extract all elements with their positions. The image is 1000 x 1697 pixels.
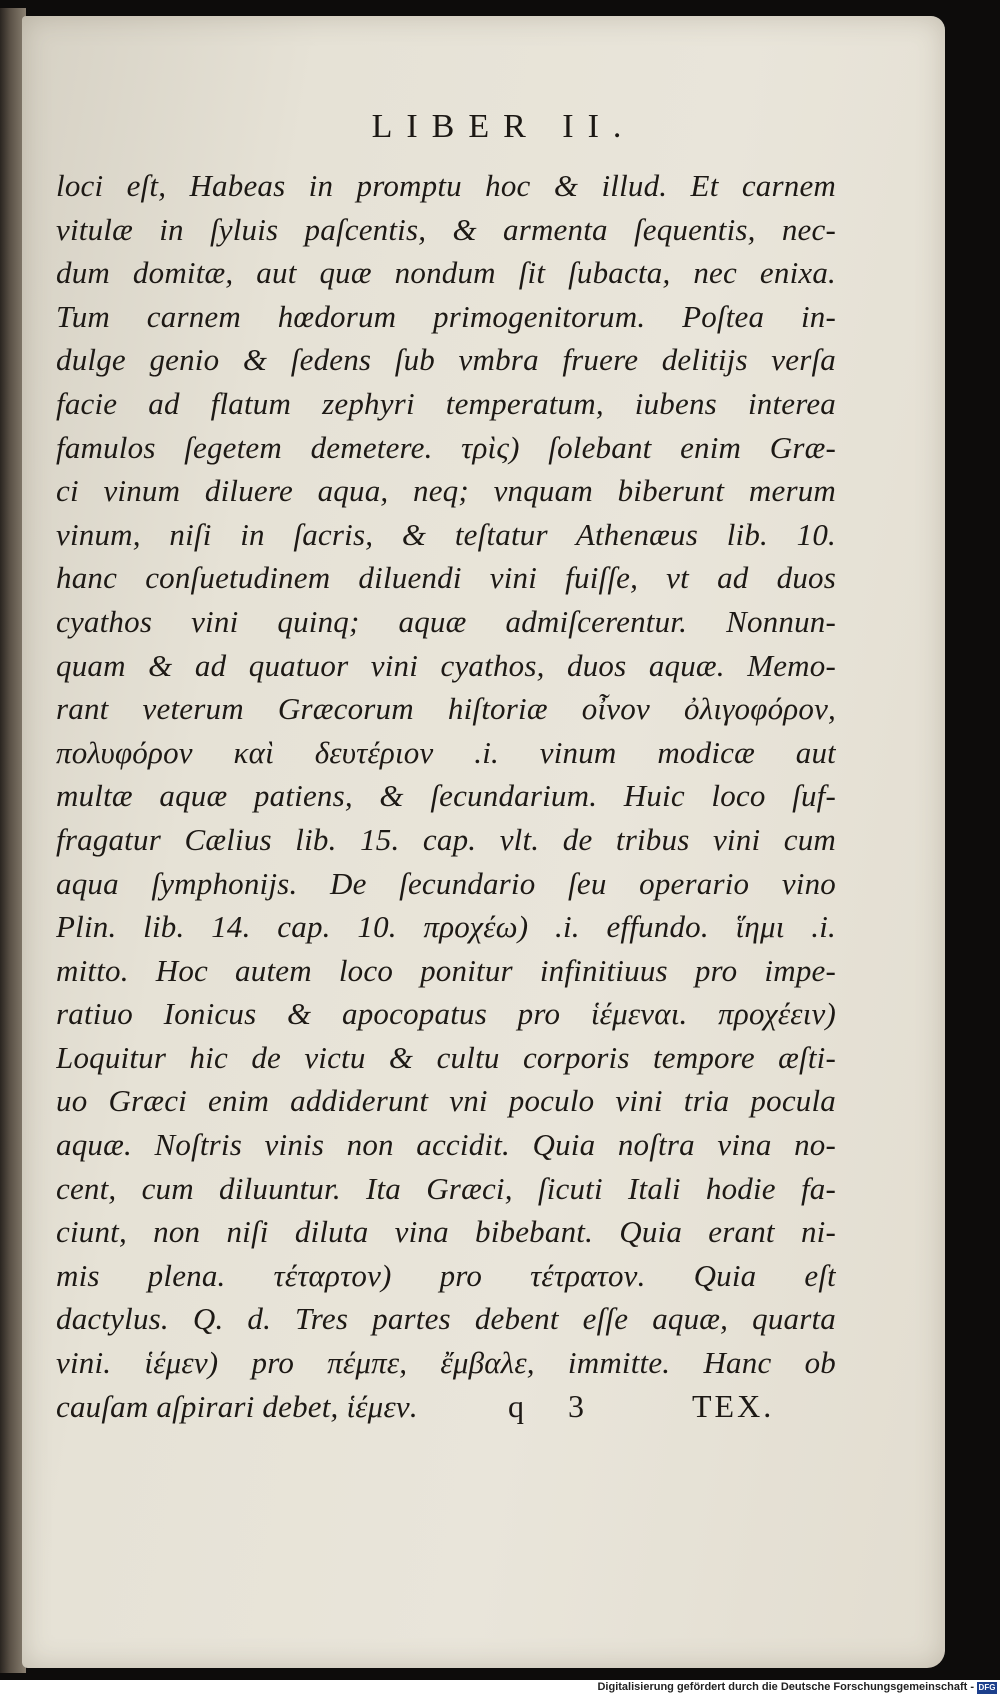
text-line: dum domitæ, aut quæ nondum ſit ſubacta, nec enixa. [56, 255, 836, 291]
text-line: ciunt, non niſi diluta vina bibebant. Quia erant ni- [56, 1214, 836, 1250]
running-head: LIBER II. [371, 108, 636, 145]
text-line: dactylus. Q. d. Tres partes debent eſſe aquæ, quarta [56, 1301, 836, 1337]
text-line: loci eſt, Habeas in promptu hoc & illud. Et carnem [56, 168, 836, 203]
text-line: rant veterum Græcorum hiſtoriæ οἶνον ὀλιγοφόρον, [56, 691, 836, 727]
text-line: cauſam aſpirari debet, ἱέμεν. [56, 1388, 418, 1424]
text-line: aqua ſymphonijs. De ſecundario ſeu operario vino [56, 865, 836, 901]
text-line: uo Græci enim addiderunt vni poculo vini tria pocula [56, 1083, 836, 1119]
text-line: aquæ. Noſtris vinis non accidit. Quia noſtra vina no- [56, 1127, 836, 1163]
text-line: famulos ſegetem demetere. τρὶς) ſolebant enim Græ- [56, 429, 836, 465]
funding-credit: Digitalisierung gefördert durch die Deutsche Forschungsgemeinschaft - [597, 1681, 974, 1693]
text-line: πολυφόρον καὶ δευτέριον .i. vinum modicæ aut [56, 734, 836, 770]
body-text [56, 164, 836, 1428]
catchword: TEX. [692, 1388, 775, 1424]
text-line: ratiuo Ionicus & apocopatus pro ἱέμεναι. προχέειν) [56, 996, 836, 1032]
text-line: cyathos vini quinq; aquæ admiſcerentur. Nonnun- [56, 603, 836, 639]
signature-mark: q 3 [508, 1388, 602, 1424]
text-line: Tum carnem hœdorum primogenitorum. Poſtea in- [56, 298, 836, 334]
text-line: ci vinum diluere aqua, neq; vnquam biberunt merum [56, 473, 836, 509]
text-line: cent, cum diluuntur. Ita Græci, ſicuti Itali hodie fa- [56, 1170, 836, 1206]
page-footer [22, 1388, 945, 1434]
dfg-logo-icon: DFG [978, 1683, 996, 1692]
text-line: facie ad flatum zephyri temperatum, iubens interea [56, 385, 836, 421]
text-line: quam & ad quatuor vini cyathos, duos aquæ. Memo- [56, 647, 836, 683]
text-line: mis plena. τέταρτον) pro τέτρατον. Quia eſt [56, 1257, 836, 1293]
text-line: Plin. lib. 14. cap. 10. προχέω) .i. effundo. ἵημι .i. [56, 909, 836, 945]
text-line: vinum, niſi in ſacris, & teſtatur Athenæus lib. 10. [56, 516, 836, 552]
text-line: dulge genio & ſedens ſub vmbra fruere delitijs verſa [56, 342, 836, 378]
text-line: hanc conſuetudinem diluendi vini fuiſſe, vt ad duos [56, 560, 836, 596]
text-line: vitulæ in ſyluis paſcentis, & armenta ſequentis, nec- [56, 211, 836, 247]
book-page [22, 16, 945, 1668]
credit-bar [0, 1680, 1000, 1697]
text-line: fragatur Cælius lib. 15. cap. vlt. de tribus vini cum [56, 821, 836, 857]
text-line: Loquitur hic de victu & cultu corporis tempore æſti- [56, 1039, 836, 1075]
text-line: mitto. Hoc autem loco ponitur infinitiuus pro impe- [56, 952, 836, 988]
text-line: vini. ἱέμεν) pro πέμπε, ἔμβαλε, immitte. Hanc ob [56, 1345, 836, 1381]
text-line: multæ aquæ patiens, & ſecundarium. Huic loco ſuf- [56, 778, 836, 814]
